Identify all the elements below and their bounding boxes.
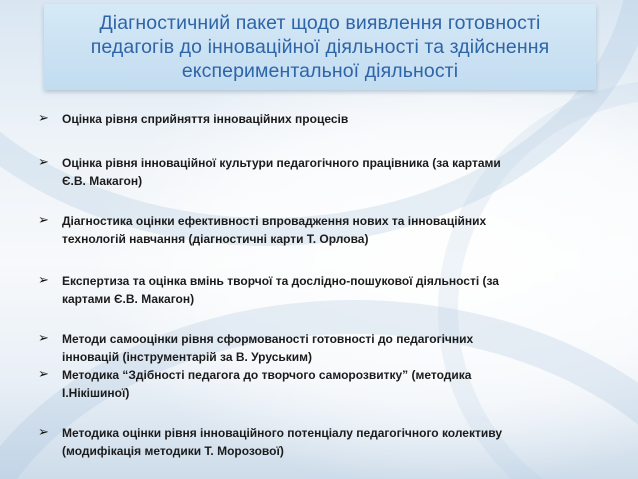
list-item-line: (модифікація методики Т. Морозової): [62, 444, 284, 458]
list-item-line: Методика оцінки рівня інноваційного потенціалу педагогічного колективу: [62, 426, 502, 440]
list-item-text: [62, 366, 471, 402]
slide-title-line: експериментальної діяльності: [181, 60, 459, 82]
slide-title-box: [44, 4, 596, 90]
list-item: [38, 424, 598, 460]
arrow-bullet-icon: ➢: [38, 273, 49, 288]
slide-title-line: Діагностичний пакет щодо виявлення готовності: [99, 12, 541, 34]
list-item-text: [62, 424, 502, 460]
list-item-line: інновацій (інструментарій за В. Уруським): [62, 350, 313, 364]
list-item: [38, 272, 598, 308]
list-item-line: Експертиза та оцінка вмінь творчої та дослідно-пошукової діяльності (за: [62, 274, 499, 288]
list-item-text: [62, 212, 486, 248]
list-item-text: [62, 110, 348, 128]
arrow-bullet-icon: ➢: [38, 331, 49, 346]
list-item: [38, 154, 598, 190]
list-item: [38, 330, 598, 366]
arrow-bullet-icon: ➢: [38, 367, 49, 382]
list-item-line: Методи самооцінки рівня сформованості готовності до педагогічних: [62, 332, 474, 346]
list-item-text: [62, 154, 501, 190]
arrow-bullet-icon: ➢: [38, 213, 49, 228]
arrow-bullet-icon: ➢: [38, 425, 49, 440]
list-item-line: картами Є.В. Макагон): [62, 292, 195, 306]
list-item-line: Оцінка рівня сприйняття інноваційних процесів: [62, 112, 349, 126]
slide-title: [91, 11, 550, 83]
list-item-line: Методика “Здібності педагога до творчого саморозвитку” (методика: [62, 368, 472, 382]
arrow-bullet-icon: ➢: [38, 155, 49, 170]
list-item-line: Діагностика оцінки ефективності впровадження нових та інноваційних: [62, 214, 487, 228]
list-item-line: Оцінка рівня інноваційної культури педагогічного працівника (за картами: [62, 156, 501, 170]
arrow-bullet-icon: ➢: [38, 111, 49, 126]
list-item-line: технологій навчання (діагностичні карти Т. Орлова): [62, 232, 369, 246]
list-item: [38, 212, 598, 248]
list-item-line: І.Нікішиної): [62, 386, 130, 400]
list-item-text: [62, 330, 473, 366]
list-item-line: Є.В. Макагон): [62, 174, 143, 188]
list-item: [38, 110, 598, 128]
list-item-text: [62, 272, 499, 308]
slide-title-line: педагогів до інноваційної діяльності та здійснення: [90, 36, 550, 58]
list-item: [38, 366, 598, 402]
